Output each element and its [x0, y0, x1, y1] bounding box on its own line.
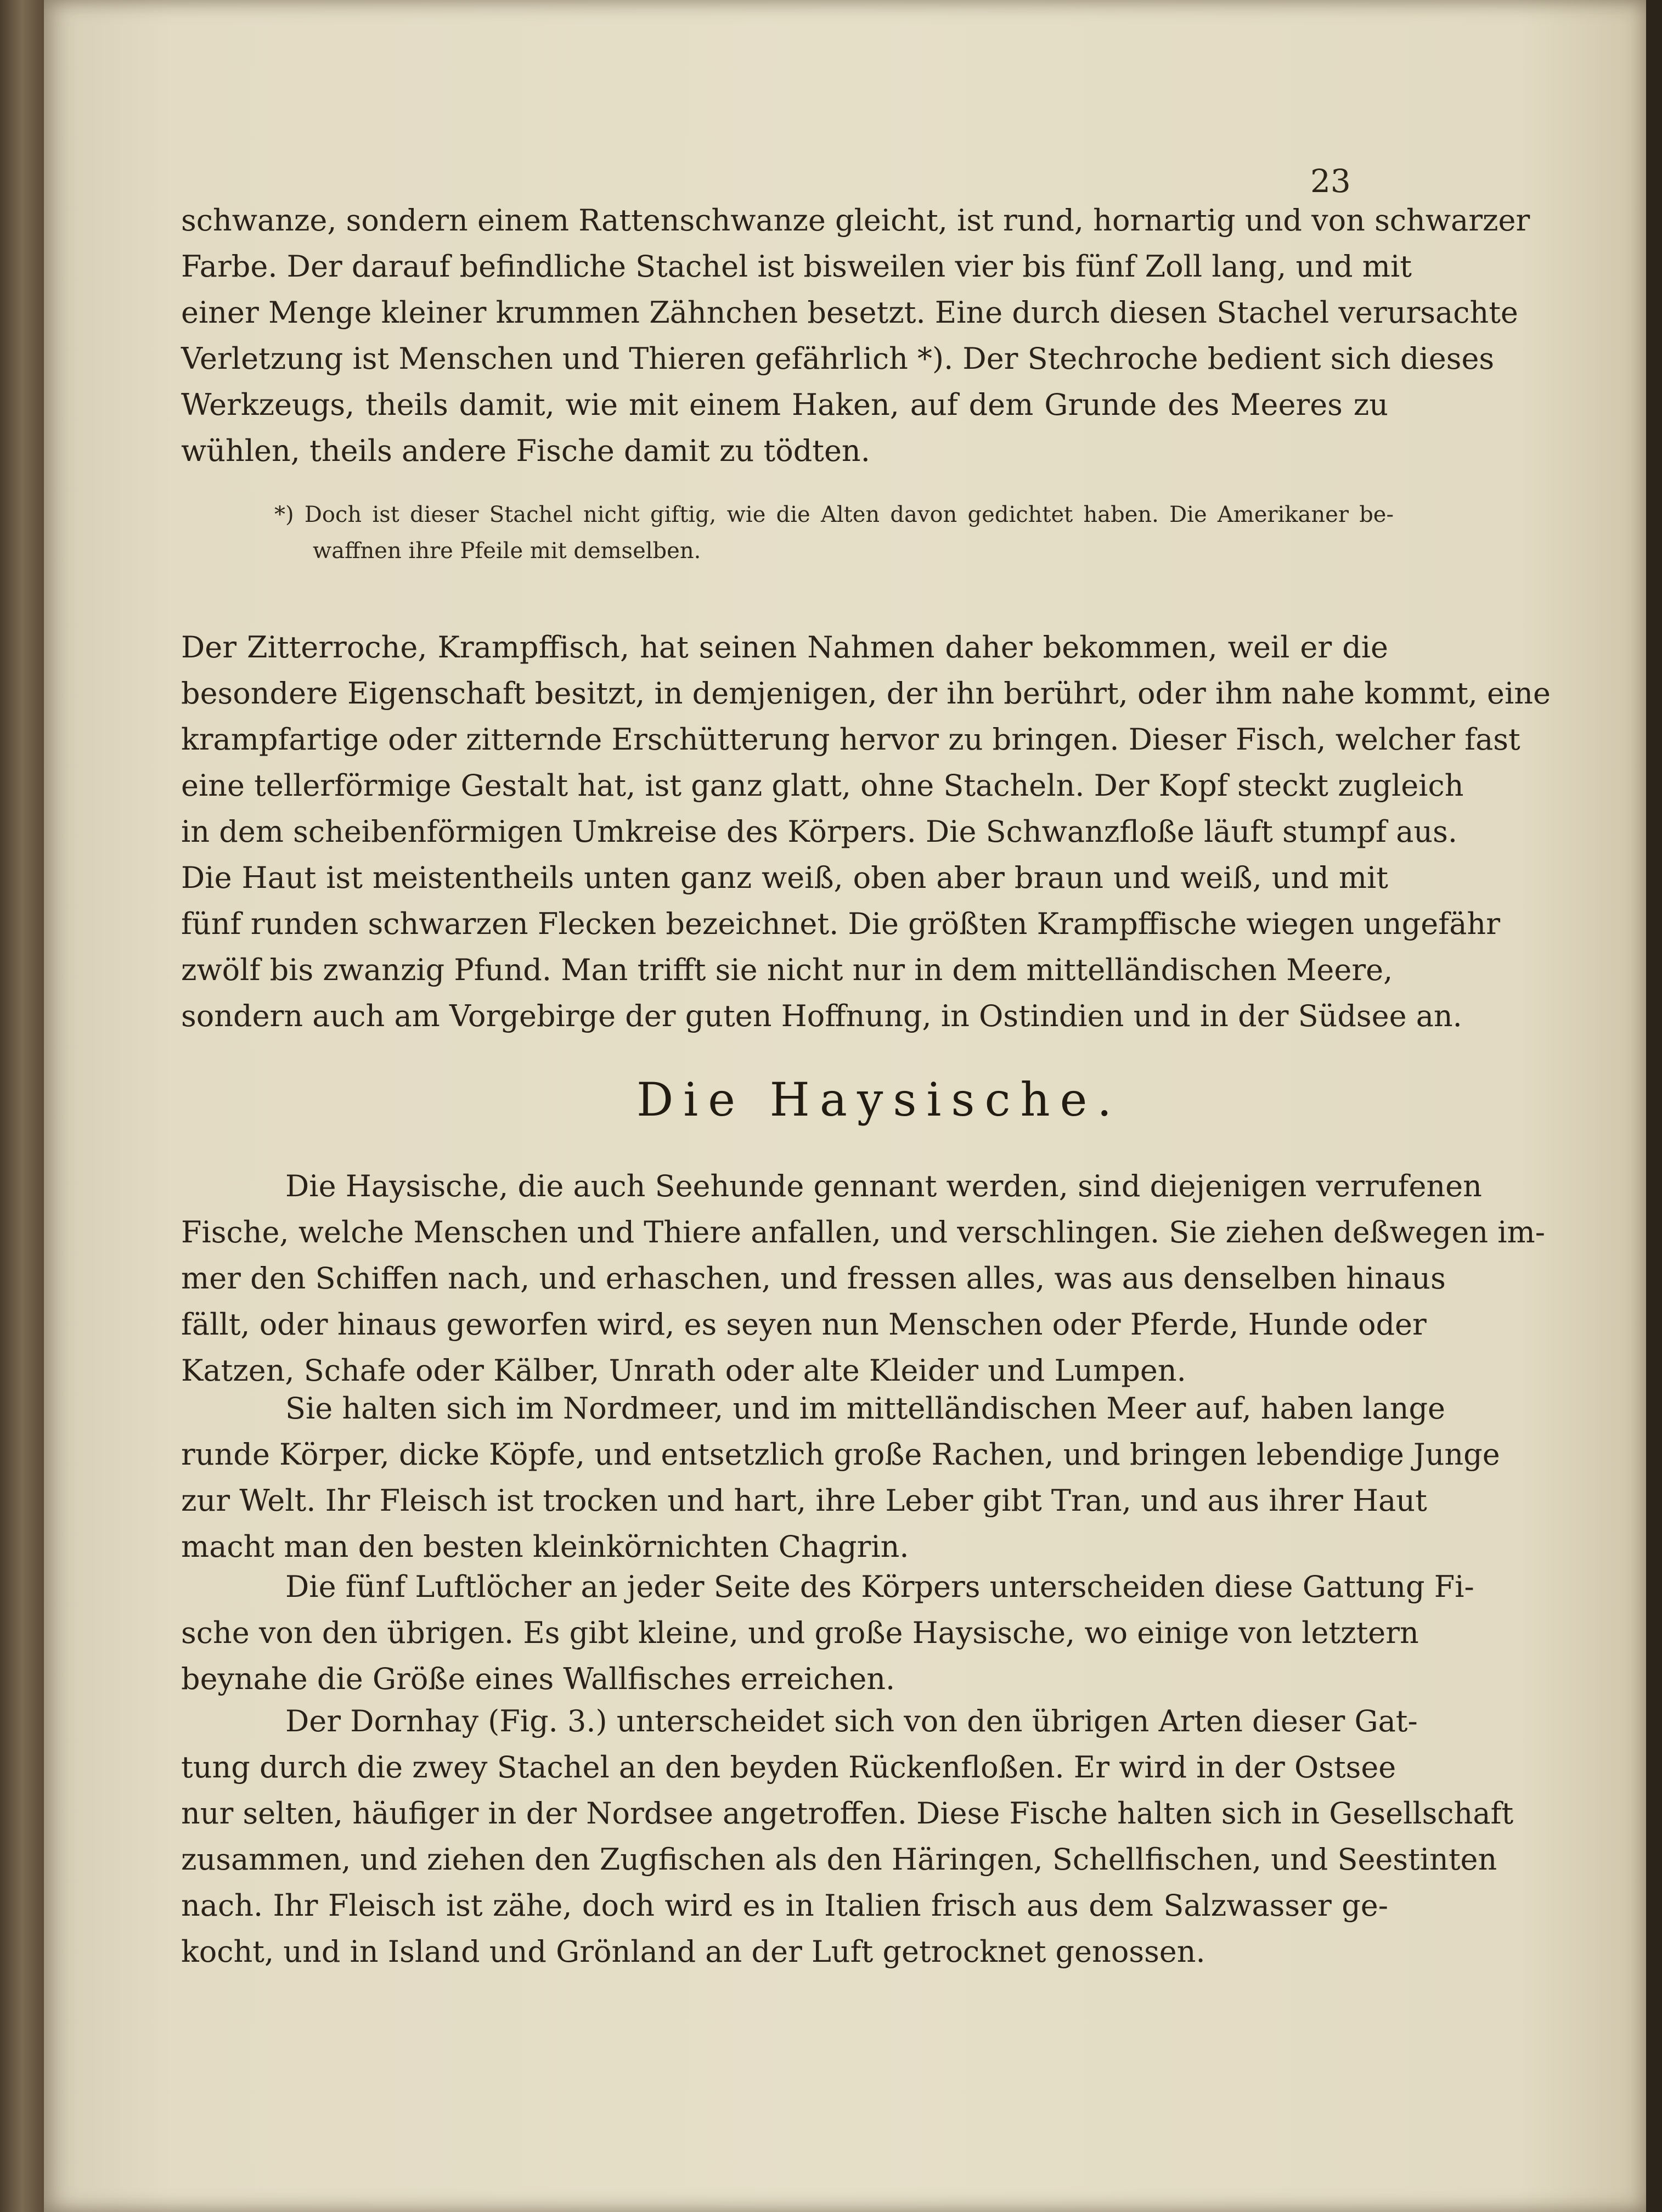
- footnote: [274, 497, 1394, 569]
- text-line: sondern auch am Vorgebirge der guten Hoffnung, in Ostindien und in der Südsee an.: [181, 999, 1462, 1033]
- text-line: Fische, welche Menschen und Thiere anfallen, und verschlingen. Sie ziehen deßwegen im-: [181, 1215, 1545, 1249]
- text-line: tung durch die zwey Stachel an den beyden Rückenfloßen. Er wird in der Ostsee: [181, 1750, 1396, 1785]
- text-line: sche von den übrigen. Es gibt kleine, und große Haysische, wo einige von letztern: [181, 1616, 1419, 1650]
- text-line: Katzen, Schafe oder Kälber, Unrath oder alte Kleider und Lumpen.: [181, 1353, 1186, 1388]
- text-line: Die Haysische, die auch Seehunde gennant werden, sind diejenigen verrufenen: [285, 1169, 1482, 1203]
- text-line: Sie halten sich im Nordmeer, und im mittelländischen Meer auf, haben lange: [285, 1391, 1446, 1426]
- paragraph-6: [181, 1698, 1514, 1975]
- paragraph-5: [181, 1564, 1474, 1702]
- text-line: fällt, oder hinaus geworfen wird, es seyen nun Menschen oder Pferde, Hunde oder: [181, 1307, 1427, 1342]
- text-line: wühlen, theils andere Fische damit zu tödten.: [181, 434, 870, 468]
- text-line: Die fünf Luftlöcher an jeder Seite des Körpers unterscheiden diese Gattung Fi-: [285, 1569, 1474, 1604]
- text-line: kocht, und in Island und Grönland an der Luft getrocknet genossen.: [181, 1934, 1205, 1969]
- paragraph-2: [181, 624, 1551, 1039]
- footnote-line: waffnen ihre Pfeile mit demselben.: [313, 538, 701, 564]
- text-line: zusammen, und ziehen den Zugfischen als den Häringen, Schellfischen, und Seestinten: [181, 1842, 1497, 1877]
- text-line: macht man den besten kleinkörnichten Chagrin.: [181, 1529, 909, 1564]
- text-line: Farbe. Der darauf befindliche Stachel ist bisweilen vier bis fünf Zoll lang, und mit: [181, 249, 1412, 284]
- text-line: fünf runden schwarzen Flecken bezeichnet. Die größten Krampffische wiegen ungefähr: [181, 907, 1501, 941]
- text-line: Der Zitterroche, Krampffisch, hat seinen Nahmen daher bekommen, weil er die: [181, 630, 1388, 665]
- paragraph-4: [181, 1386, 1500, 1570]
- footnote-line: *) Doch ist dieser Stachel nicht giftig, wie die Alten davon gedichtet haben. Die Amerikaner be-: [274, 502, 1394, 527]
- text-line: Der Dornhay (Fig. 3.) unterscheidet sich von den übrigen Arten dieser Gat-: [285, 1704, 1418, 1738]
- text-line: nur selten, häufiger in der Nordsee angetroffen. Diese Fische halten sich in Gesellschaft: [181, 1796, 1514, 1831]
- text-line: Werkzeugs, theils damit, wie mit einem Haken, auf dem Grunde des Meeres zu: [181, 387, 1388, 422]
- text-line: schwanze, sondern einem Rattenschwanze gleicht, ist rund, hornartig und von schwarzer: [181, 203, 1530, 238]
- previous-page-edge: [0, 0, 44, 2212]
- paragraph-1: [181, 198, 1530, 474]
- text-line: besondere Eigenschaft besitzt, in demjenigen, der ihn berührt, oder ihm nahe kommt, eine: [181, 676, 1551, 711]
- page-number: 23: [1310, 162, 1351, 200]
- paragraph-3: [181, 1163, 1545, 1394]
- text-line: zwölf bis zwanzig Pfund. Man trifft sie nicht nur in dem mittelländischen Meere,: [181, 953, 1393, 987]
- text-line: eine tellerförmige Gestalt hat, ist ganz glatt, ohne Stacheln. Der Kopf steckt zugleich: [181, 768, 1464, 803]
- text-line: Die Haut ist meistentheils unten ganz weiß, oben aber braun und weiß, und mit: [181, 860, 1388, 895]
- text-line: Verletzung ist Menschen und Thieren gefährlich *). Der Stechroche bedient sich dieses: [181, 341, 1495, 376]
- text-line: mer den Schiffen nach, und erhaschen, und fressen alles, was aus denselben hinaus: [181, 1261, 1446, 1296]
- text-line: runde Körper, dicke Köpfe, und entsetzlich große Rachen, und bringen lebendige Junge: [181, 1437, 1500, 1472]
- text-line: einer Menge kleiner krummen Zähnchen besetzt. Eine durch diesen Stachel verursachte: [181, 295, 1518, 330]
- text-line: in dem scheibenförmigen Umkreise des Körpers. Die Schwanzfloße läuft stumpf aus.: [181, 814, 1458, 849]
- section-heading: Die Haysische.: [636, 1073, 1122, 1127]
- text-line: krampfartige oder zitternde Erschütterung hervor zu bringen. Dieser Fisch, welcher fast: [181, 722, 1520, 757]
- text-line: zur Welt. Ihr Fleisch ist trocken und hart, ihre Leber gibt Tran, und aus ihrer Haut: [181, 1483, 1427, 1518]
- text-line: nach. Ihr Fleisch ist zähe, doch wird es in Italien frisch aus dem Salzwasser ge-: [181, 1888, 1388, 1923]
- text-line: beynahe die Größe eines Wallfisches erreichen.: [181, 1662, 895, 1696]
